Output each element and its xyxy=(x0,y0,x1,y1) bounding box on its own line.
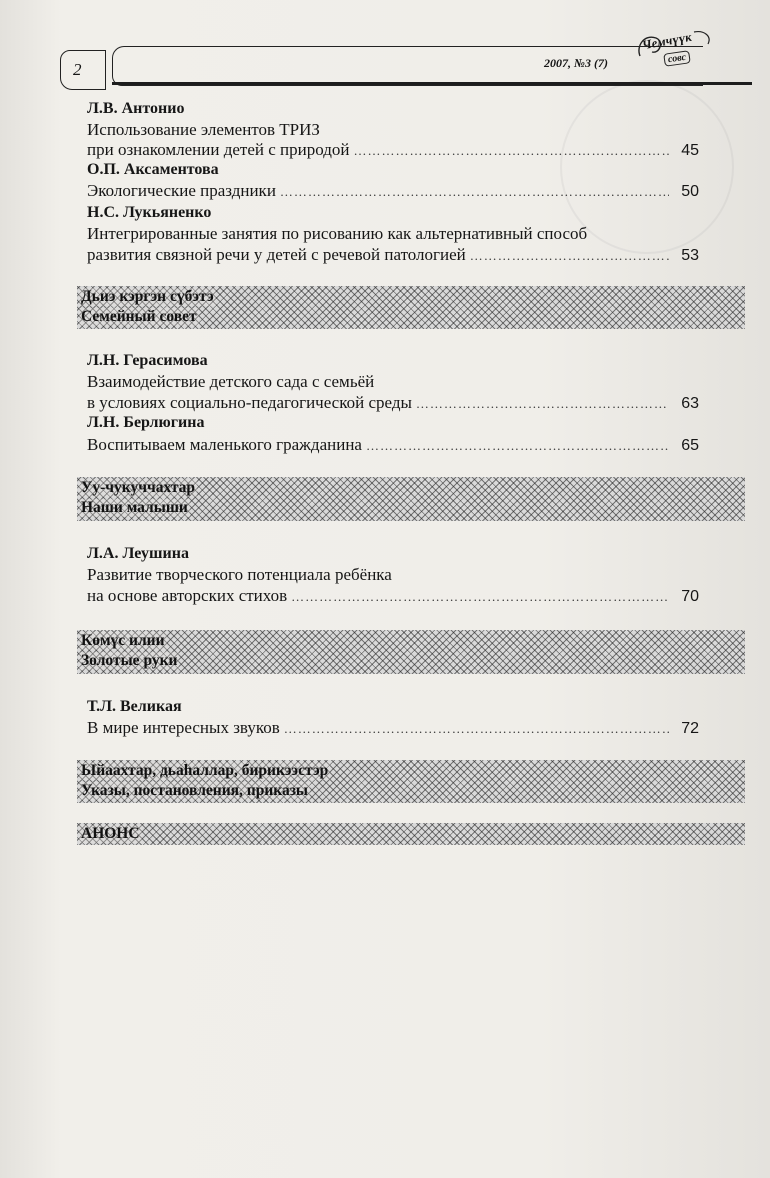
article-title: на основе авторских стихов xyxy=(87,586,288,605)
toc-entry[interactable] xyxy=(87,586,699,606)
toc-line xyxy=(87,120,699,140)
author-name: О.П. Аксаментова xyxy=(87,161,219,178)
toc-entry[interactable] xyxy=(87,435,699,455)
article-title: В мире интересных звуков xyxy=(87,718,280,737)
section-title-yakut: Ыйаахтар, дьаһаллар, бирикээстэр xyxy=(81,762,329,779)
article-title: развития связной речи у детей с речевой патологией xyxy=(87,245,466,264)
page-ref: 50 xyxy=(681,183,699,200)
header-frame xyxy=(112,46,703,86)
section-band-family-council xyxy=(77,286,745,329)
author-name: Л.Н. Герасимова xyxy=(87,352,208,369)
article-title: Развитие творческого потенциала ребёнка xyxy=(87,565,392,584)
toc-line xyxy=(87,224,699,244)
toc-entry[interactable] xyxy=(87,245,699,265)
author-name: Т.Л. Великая xyxy=(87,698,182,715)
toc-entry[interactable] xyxy=(87,718,699,738)
page-ref: 72 xyxy=(681,720,699,737)
author-name: Н.С. Лукьяненко xyxy=(87,204,212,221)
page-ref: 45 xyxy=(681,142,699,159)
page-number: 2 xyxy=(60,50,106,90)
section-band-decrees xyxy=(77,760,745,803)
section-title-russian: Семейный совет xyxy=(81,308,197,325)
article-title: в условиях социально-педагогической среды xyxy=(87,393,412,412)
leader-dots xyxy=(291,589,669,605)
logo-word-secondary: совс xyxy=(663,50,691,66)
section-band-announcement xyxy=(77,823,745,845)
section-title-russian: Золотые руки xyxy=(81,652,178,669)
article-title: Использование элементов ТРИЗ xyxy=(87,120,320,139)
section-title-russian: Указы, постановления, приказы xyxy=(81,782,309,799)
section-title-yakut: Уу-чукуччахтар xyxy=(81,479,196,496)
leader-dots xyxy=(470,248,669,264)
header-rule xyxy=(112,82,752,85)
article-title: Интегрированные занятия по рисованию как альтернативный способ xyxy=(87,224,588,243)
leader-dots xyxy=(284,721,669,737)
section-title-russian: Наши малыши xyxy=(81,499,188,516)
page-header xyxy=(60,29,720,90)
section-title: АНОНС xyxy=(81,825,140,842)
toc-entry[interactable] xyxy=(87,140,699,160)
author-name: Л.В. Антонио xyxy=(87,100,185,117)
article-title: Экологические праздники xyxy=(87,181,276,200)
section-title-yakut: Дьиэ кэргэн сүбэтэ xyxy=(81,288,214,305)
leader-dots xyxy=(353,143,669,159)
article-title: Взаимодействие детского сада с семьёй xyxy=(87,372,375,391)
author-name: Л.Н. Берлюгина xyxy=(87,414,205,431)
leader-dots xyxy=(280,184,669,200)
toc-line xyxy=(87,372,699,392)
toc-entry[interactable] xyxy=(87,393,699,413)
section-band-our-kids xyxy=(77,477,745,521)
page-ref: 63 xyxy=(681,395,699,412)
page-ref: 53 xyxy=(681,247,699,264)
page-ref: 65 xyxy=(681,437,699,454)
toc-entry[interactable] xyxy=(87,181,699,201)
page-ref: 70 xyxy=(681,588,699,605)
author-name: Л.А. Леушина xyxy=(87,545,189,562)
issue-label: 2007, №3 (7) xyxy=(544,56,608,70)
article-title: при ознакомлении детей с природой xyxy=(87,140,350,159)
logo-word: Чемчүүк xyxy=(641,29,693,53)
journal-logo xyxy=(634,26,714,74)
leader-dots xyxy=(416,396,669,412)
section-band-golden-hands xyxy=(77,630,745,674)
toc-line xyxy=(87,565,699,585)
leader-dots xyxy=(366,438,669,454)
section-title-yakut: Көмүс илии xyxy=(81,632,165,649)
article-title: Воспитываем маленького гражданина xyxy=(87,435,362,454)
